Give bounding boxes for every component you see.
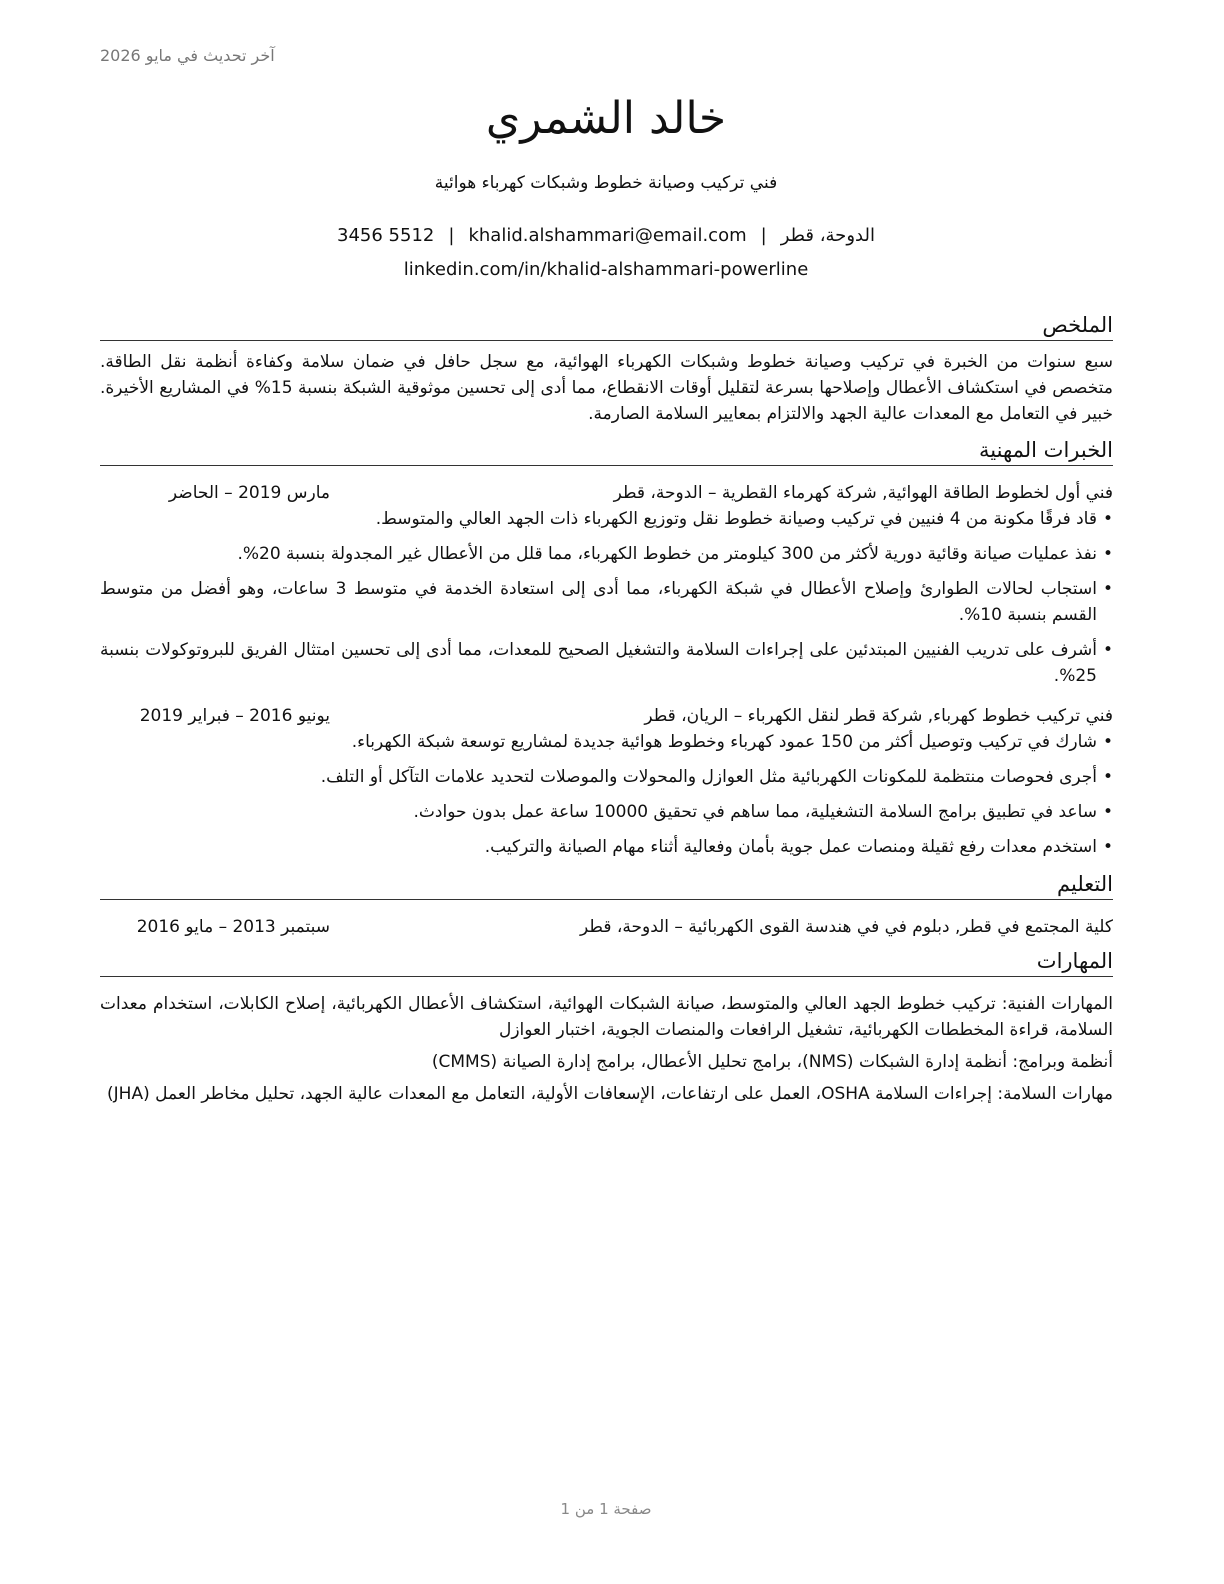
separator: | bbox=[448, 225, 455, 246]
location: الدوحة، قطر bbox=[780, 225, 875, 246]
job-dates: مارس 2019 – الحاضر bbox=[168, 483, 330, 503]
list-item: • أجرى فحوصات منتظمة للمكونات الكهربائية مثل العوازل والمحولات والموصلات لتحديد علامات التآكل أو التلف. bbox=[100, 764, 1113, 790]
skill-systems: أنظمة وبرامج: أنظمة إدارة الشبكات (NMS)، برامج تحليل الأعطال، برامج إدارة الصيانة (CMMS) bbox=[431, 1052, 1113, 1072]
summary-text: سبع سنوات من الخبرة في تركيب وصيانة خطوط وشبكات الكهرباء الهوائية، مع سجل حافل في ضمان سلامة وكفاءة أنظمة نقل الطاقة. متخصص في استكشاف الأعطال وإصلاحها بسرعة لتقليل أوقات الانقطاع، مما أدى إلى تحسين موثوقية الشبكة بنسبة 15% في المشاريع الأخيرة. خبير في التعامل مع المعدات عالية الجهد والالتزام بمعايير السلامة الصارمة. bbox=[100, 352, 1113, 424]
skill-safety: مهارات السلامة: إجراءات السلامة OSHA، العمل على ارتفاعات، الإسعافات الأولية، التعامل مع المعدات عالية الجهد، تحليل مخاطر العمل (JHA) bbox=[107, 1084, 1113, 1104]
skills-heading: المهارات bbox=[100, 946, 1113, 977]
phone-number: 3456 5512 bbox=[337, 225, 435, 246]
experience-heading: الخبرات المهنية bbox=[100, 435, 1113, 466]
job-entry bbox=[100, 703, 1113, 860]
last-updated-note: آخر تحديث في مايو 2026 bbox=[100, 46, 275, 65]
list-item: • استجاب لحالات الطوارئ وإصلاح الأعطال في شبكة الكهرباء، مما أدى إلى استعادة الخدمة في متوسط 3 ساعات، وهو أفضل من متوسط القسم بنسبة 10%. bbox=[100, 576, 1113, 628]
job-role: فني تركيب خطوط كهرباء, شركة قطر لنقل الكهرباء – الريان، قطر bbox=[644, 706, 1113, 726]
list-item: • استخدم معدات رفع ثقيلة ومنصات عمل جوية بأمان وفعالية أثناء مهام الصيانة والتركيب. bbox=[100, 834, 1113, 860]
list-item: • نفذ عمليات صيانة وقائية دورية لأكثر من 300 كيلومتر من خطوط الكهرباء، مما قلل من الأعطال غير المجدولة بنسبة 20%. bbox=[100, 541, 1113, 567]
education-section bbox=[100, 869, 1113, 940]
job-title: فني تركيب وصيانة خطوط وشبكات كهرباء هوائية bbox=[434, 173, 778, 193]
contact-line bbox=[0, 222, 1212, 250]
job-bullets bbox=[100, 506, 1113, 689]
email-link[interactable]: khalid.alshammari@email.com bbox=[468, 225, 747, 246]
job-bullets bbox=[100, 729, 1113, 860]
job-dates: يونيو 2016 – فبراير 2019 bbox=[139, 706, 330, 726]
skills-list bbox=[100, 991, 1113, 1107]
linkedin-link[interactable]: linkedin.com/in/khalid-alshammari-powerline bbox=[403, 259, 809, 280]
resume-body bbox=[100, 310, 1113, 1113]
summary-section bbox=[100, 310, 1113, 427]
summary-heading: الملخص bbox=[100, 310, 1113, 341]
experience-section bbox=[100, 435, 1113, 860]
skills-section bbox=[100, 946, 1113, 1107]
job-header bbox=[100, 480, 1113, 506]
education-dates: سبتمبر 2013 – مايو 2016 bbox=[136, 917, 330, 937]
education-heading: التعليم bbox=[100, 869, 1113, 900]
list-item: • أشرف على تدريب الفنيين المبتدئين على إجراءات السلامة والتشغيل الصحيح للمعدات، مما أدى إلى تحسين امتثال الفريق للبروتوكولات بنسبة 25%. bbox=[100, 637, 1113, 689]
candidate-name: خالد الشمري bbox=[485, 93, 727, 144]
education-institution: كلية المجتمع في قطر, دبلوم في في هندسة القوى الكهربائية – الدوحة، قطر bbox=[580, 917, 1113, 937]
job-entry bbox=[100, 480, 1113, 689]
list-item: • شارك في تركيب وتوصيل أكثر من 150 عمود كهرباء وخطوط هوائية جديدة لمشاريع توسعة شبكة الكهرباء. bbox=[100, 729, 1113, 755]
education-entry bbox=[100, 914, 1113, 940]
job-role: فني أول لخطوط الطاقة الهوائية, شركة كهرماء القطرية – الدوحة، قطر bbox=[613, 483, 1113, 503]
skill-technical: المهارات الفنية: تركيب خطوط الجهد العالي والمتوسط، صيانة الشبكات الهوائية، استكشاف الأعطال الكهربائية، إصلاح الكابلات، استخدام معدات السلامة، قراءة المخططات الكهربائية، تشغيل الرافعات والمنصات الجوية، اختبار العوازل bbox=[100, 994, 1113, 1040]
list-item: • قاد فرقًا مكونة من 4 فنيين في تركيب وصيانة خطوط نقل وتوزيع الكهرباء ذات الجهد العالي والمتوسط. bbox=[100, 506, 1113, 532]
list-item: • ساعد في تطبيق برامج السلامة التشغيلية، مما ساهم في تحقيق 10000 ساعة عمل بدون حوادث. bbox=[100, 799, 1113, 825]
page-number: صفحة 1 من 1 bbox=[560, 1500, 652, 1518]
job-header bbox=[100, 703, 1113, 729]
separator: | bbox=[760, 225, 767, 246]
